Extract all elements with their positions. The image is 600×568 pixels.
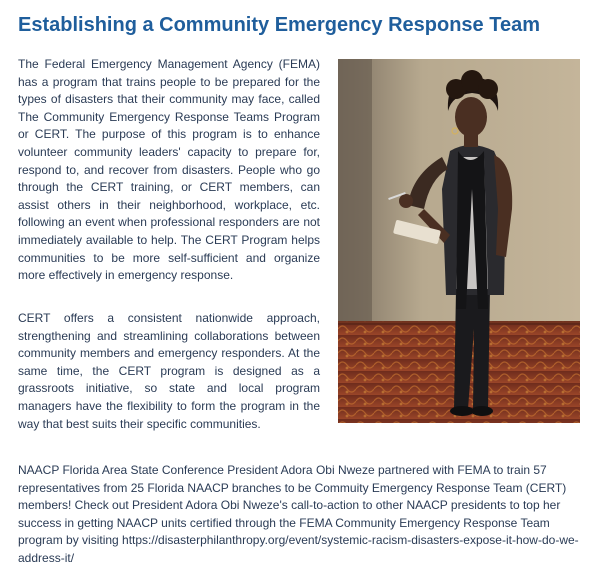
speaker-photo <box>338 59 580 423</box>
article-title: Establishing a Community Emergency Response Team <box>18 14 540 36</box>
speaker-photo-illustration <box>338 59 580 423</box>
paragraph-cert-approach: CERT offers a consistent nationwide approach, strengthening and streamlining collaborations between community members and emergency responders. At the same time, the CERT program is designed as a grassroots initiative, so state and local program managers have the flexibility to form the program in the way that best suits their specific communities. <box>18 311 320 431</box>
paragraph-cert-intro: The Federal Emergency Management Agency (FEMA) has a program that trains people to be prepared for the types of disasters that their community may face, called The Community Emergency Response Teams Program or CERT. The purpose of this program is to enhance volunteer community leaders' capacity to prepare for, respond to, and recover from disasters. People who go through the CERT training, or CERT members, can assist others in their neighborhood, workplace, etc. following an event when professional responders are not immediately available to help. The CERT Program helps communities to be more self-sufficient and organize more effectively in emergency response. <box>18 57 320 283</box>
paragraph-naacp-florida: NAACP Florida Area State Conference President Adora Obi Nweze partnered with FEMA to train 57 representatives from 25 Florida NAACP branches to be Commuity Emergency Response Team (CERT) members! Check out President Adora Obi Nweze's call-to-action to other NAACP presidents to top her success in getting NAACP units certified through the FEMA Community Emergency Response Team program by visiting https://disasterphilanthropy.org/event/systemic-racism-disasters-expose-it-how-do-we-address-it/ <box>18 463 579 565</box>
